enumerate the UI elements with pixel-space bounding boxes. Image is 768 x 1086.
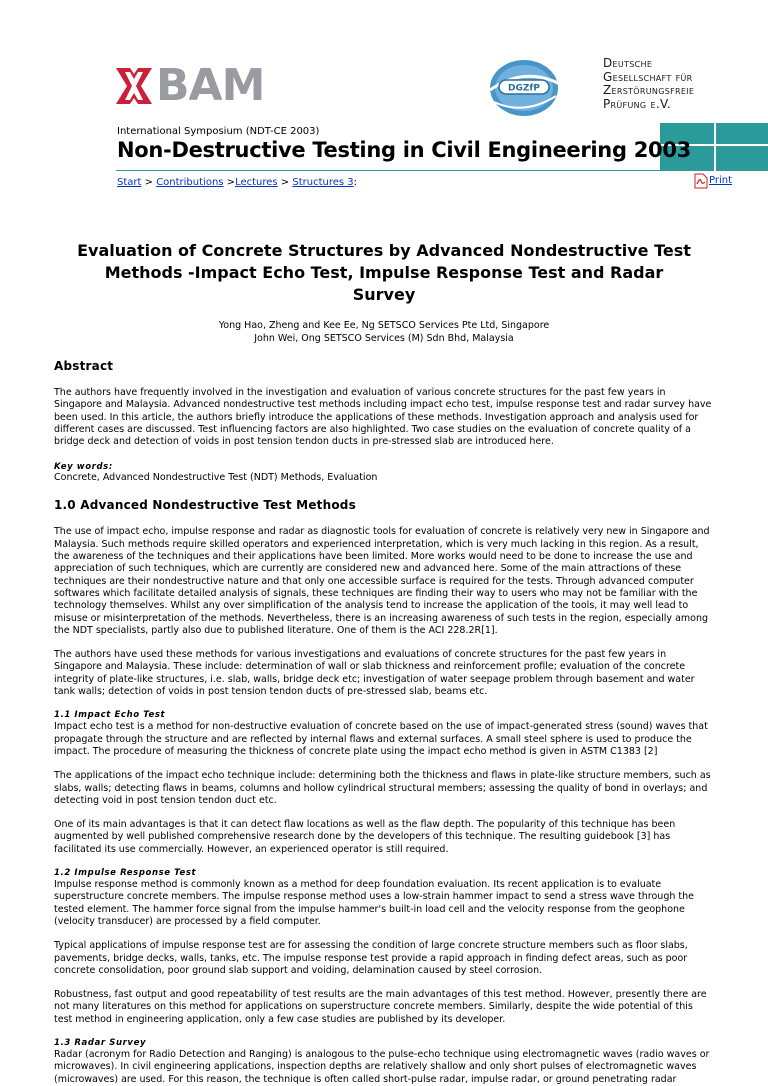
bam-cross-icon [116, 68, 152, 104]
abstract-heading: Abstract [54, 359, 114, 373]
section-heading: 1.0 Advanced Nondestructive Test Methods [54, 498, 356, 513]
paragraph: One of its main advantages is that it can detect flaw locations as well as the flaw depth. The popularity of this technique has been augmented by well published comprehensive research done by the developers of this technique. The resulting guidebook [3] has facilitated its use commercially. However, an experienced operator is still required. [54, 819, 676, 855]
breadcrumb-separator: > [277, 177, 293, 188]
breadcrumb [117, 177, 357, 188]
breadcrumb-start[interactable]: Start [117, 177, 142, 188]
print-link-container [696, 175, 732, 186]
society-line: Zerstörungsfreie [603, 83, 695, 97]
breadcrumb-end: : [353, 177, 358, 188]
paper-content [54, 240, 714, 1086]
authors [54, 320, 714, 345]
paragraph: Impulse response method is commonly known as a method for deep foundation evaluation. Its recent application is to evaluate superstructure concrete members. The impulse response method uses a low-strain hammer impact to send a stress wave through the tested element. The hammer force signal from the impulse hammer's built-in load cell and the velocity response from the geophone (velocity transducer) are processed by a field computer. [54, 879, 694, 927]
paragraph: Radar (acronym for Radio Detection and Ranging) is analogous to the pulse-echo technique using electromagnetic waves (radio waves or microwaves). In civil engineering applications, inspection depths are relatively shallow and only short pulses of electromagnetic waves (microwaves) are used. For this reason, the technique is often called short-pulse radar, impulse radar, or ground penetrating radar [54, 1048, 710, 1085]
decor-block [716, 123, 768, 171]
paragraph: Impact echo test is a method for non-destructive evaluation of concrete based on the use of impact-generated stress (sound) waves that propagate through the structure and are reflected by internal flaws and external surfaces. A small steel sphere is used to produce the impact. The procedure of measuring the thickness of concrete plate using the impact echo method is given in ASTM C1383 [2] [54, 721, 708, 757]
keywords-label: Key words: [54, 462, 113, 473]
subsection-heading: 1.3 Radar Survey [54, 1037, 147, 1048]
society-name [603, 57, 763, 111]
author-line: Yong Hao, Zheng and Kee Ee, Ng SETSCO Services Pte Ltd, Singapore [218, 320, 550, 331]
bam-logo[interactable] [116, 60, 266, 111]
header-rule [116, 170, 660, 171]
author-line: John Wei, Ong SETSCO Services (M) Sdn Bhd, Malaysia [254, 332, 514, 344]
page-header [0, 0, 768, 205]
symposium-label: International Symposium (NDT-CE 2003) [117, 126, 320, 137]
society-line: Prüfung e.V. [603, 96, 672, 111]
subsection-heading: 1.2 Impulse Response Test [54, 868, 197, 879]
society-line: Deutsche [603, 56, 653, 70]
dgzfp-logo[interactable] [484, 56, 566, 118]
dgzfp-logo-text: DGZfP [508, 83, 540, 94]
keywords-text: Concrete, Advanced Nondestructive Test (NDT) Methods, Evaluation [54, 472, 378, 484]
paragraph: Robustness, fast output and good repeatability of test results are the main advantages of this test method. However, presently there are not many literatures on this method for applications on superstructure concrete members. Similarly, despite the wide potential of this test method in engineering application, only a few case studies are published by its developer. [54, 989, 707, 1025]
subsection-heading: 1.1 Impact Echo Test [54, 710, 166, 721]
paragraph: The applications of the impact echo technique include: determining both the thickness and flaws in plate-like structure members, such as slabs, walls; detecting flaws in beams, columns and hollow cylindrical structural members; assessing the quality of bond in overlays; and detecting void in post tension tendon duct etc. [54, 770, 711, 806]
breadcrumb-separator: > [223, 177, 236, 188]
society-line: Gesellschaft für [603, 69, 693, 84]
breadcrumb-lectures[interactable]: Lectures [235, 177, 278, 188]
breadcrumb-structures[interactable]: Structures 3 [292, 177, 354, 188]
paper-title: Evaluation of Concrete Structures by Advanced Nondestructive Test Methods -Impact Echo Test, Impulse Response Test and Radar Survey [77, 241, 691, 304]
paragraph: The authors have used these methods for various investigations and evaluations of concrete structures for the past few years in Singapore and Malaysia. These include: determination of wall or slab thickness and reinforcement profile; evaluation of the concrete integrity of plate-like structures, i.e. slab, walls, bridge deck etc; investigation of water seepage problem through basement and water tank walls; detection of voids in post tension tendon ducts of pre-stressed slab, beams etc. [54, 649, 695, 698]
paragraph: Typical applications of impulse response test are for assessing the condition of large concrete structure members such as floor slabs, pavements, bridge decks, walls, tanks, etc. The impulse response test provide a rapid approach in finding defect areas, such as poor concrete consolidation, poor ground slab support and voiding, delamination caused by steel corrosion. [54, 940, 688, 976]
bam-wordmark: BAM [156, 60, 265, 111]
breadcrumb-separator: > [141, 177, 157, 188]
print-link[interactable]: Print [709, 175, 733, 186]
breadcrumb-contributions[interactable]: Contributions [156, 177, 224, 188]
abstract-text: The authors have frequently involved in the investigation and evaluation of various concrete structures for the past few years in Singapore and Malaysia. Advanced nondestructive test methods including impact echo test, impulse response test and radar survey have been used. In this article, the authors briefly introduce the applications of these methods. Investigation approach and analysis used for different cases are discussed. Test influencing factors are also highlighted. Two case studies on the evaluation of concrete quality of a bridge deck and detection of voids in post tension tendon ducts in pre-stressed slab are introduced here. [54, 387, 712, 448]
conference-title: Non-Destructive Testing in Civil Engineering 2003 [117, 138, 691, 162]
pdf-icon[interactable] [694, 173, 708, 189]
paragraph: The use of impact echo, impulse response and radar as diagnostic tools for evaluation of concrete is relatively very new in Singapore and Malaysia. Such methods require skilled operators and experienced interpretation, which is very much lacking in this region. As a result, the awareness of the techniques and their applications have been limited. More works would need to be done to increase the use and appreciation of such techniques, which are currently are considered new and advanced here. Some of the main attractions of these techniques are their nondestructive nature and that only one accessible surface is required for the tests. Through advanced computer softwares which facilitate detailed analysis of signals, these techniques are finding their way to users who may not be familiar with the technology themselves. Whilst any over simplification of the analysis tend to increase the application of the tools, it may well lead to misuse or misinterpretation of the methods. Nevertheless, there is an increasing awareness of such tests in the region, especially among the NDT specialists, partly also due to published literature. One of them is the ACI 228.2R[1]. [54, 526, 710, 636]
